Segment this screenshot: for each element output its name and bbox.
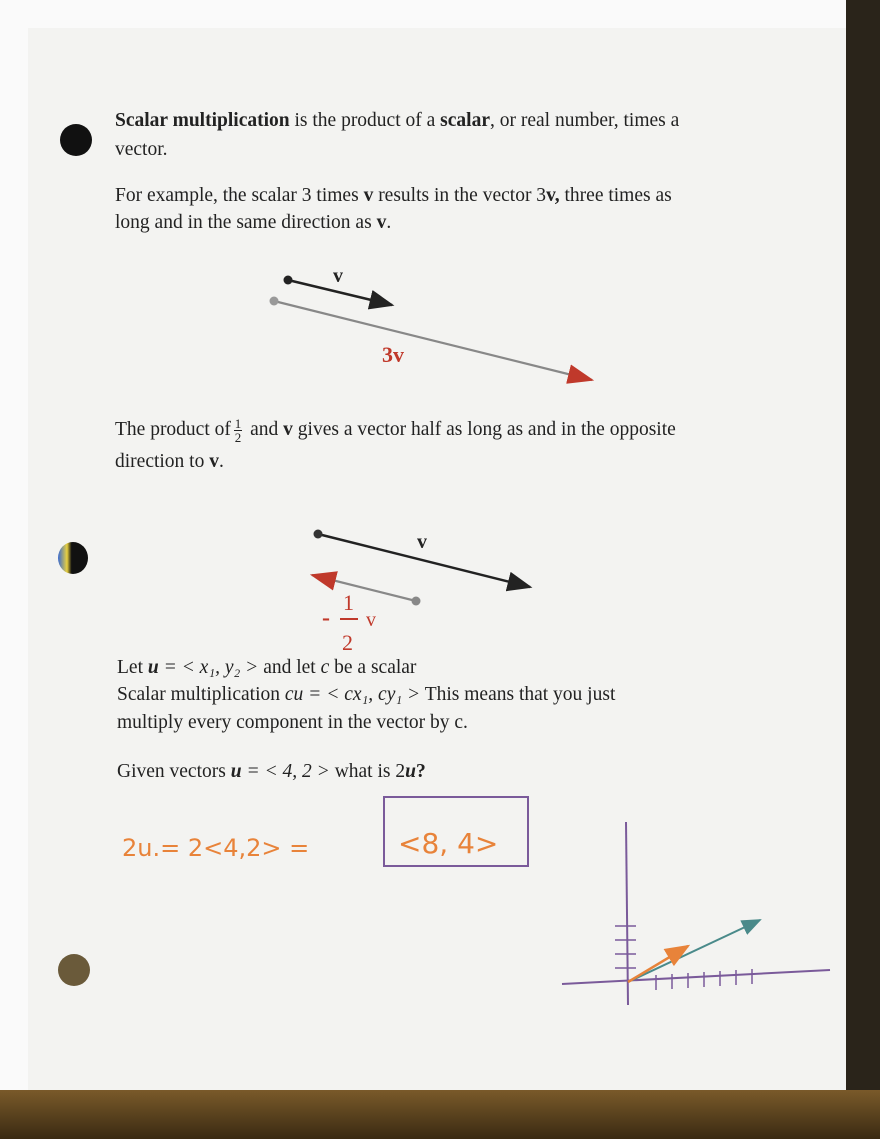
math-u: u bbox=[230, 761, 242, 782]
text-span: Scalar multiplication bbox=[117, 684, 285, 705]
label-v-neg: v bbox=[366, 609, 376, 631]
text-span: results in the vector 3 bbox=[373, 185, 547, 206]
term-scalar: scalar bbox=[440, 110, 490, 131]
text-span: , or real number, times a bbox=[489, 110, 680, 131]
text-span: direction to bbox=[115, 451, 210, 472]
vector-3v bbox=[270, 297, 593, 381]
math-expression: = < x₁, y₂ > bbox=[158, 657, 264, 678]
label-frac-num: 1 bbox=[343, 590, 354, 615]
math-u: u bbox=[147, 657, 159, 678]
hand-drawn-axes bbox=[562, 822, 830, 1005]
text-span: Let bbox=[117, 657, 148, 678]
text-span: The product of bbox=[115, 419, 236, 440]
label-3v: 3v bbox=[382, 342, 404, 367]
bold-v: v, bbox=[546, 185, 560, 206]
bold-v: v bbox=[376, 212, 387, 233]
hand-drawn-vector-u bbox=[628, 946, 688, 982]
math-u: u bbox=[405, 761, 416, 782]
handwritten-equation: 2u.= 2<4,2> = bbox=[122, 834, 310, 862]
paragraph-let-u-line2 bbox=[117, 682, 615, 708]
text-span: is the product of a bbox=[289, 110, 441, 131]
label-v-fig1: v bbox=[333, 265, 343, 287]
question-given-u bbox=[117, 759, 426, 785]
label-minus: - bbox=[322, 605, 330, 631]
text-span: Given vectors bbox=[117, 761, 231, 782]
text-span: . bbox=[386, 212, 392, 233]
fraction-one-half bbox=[234, 417, 243, 444]
vector-neg-half-v bbox=[312, 575, 421, 606]
text-span: long and in the same direction as bbox=[115, 212, 377, 233]
text-span: what is 2 bbox=[334, 761, 406, 782]
bold-v: v bbox=[363, 185, 374, 206]
label-v-fig2: v bbox=[417, 531, 427, 553]
math-c: c bbox=[320, 657, 330, 678]
label-frac-den: 2 bbox=[342, 630, 353, 655]
hand-drawn-vector-2u bbox=[628, 920, 760, 982]
paragraph-scalar-definition-line2: vector. bbox=[115, 139, 168, 160]
term-scalar-multiplication: Scalar multiplication bbox=[115, 110, 290, 131]
text-span: and let bbox=[263, 657, 321, 678]
text-span: three times as bbox=[559, 185, 672, 206]
handwritten-answer: <8, 4> bbox=[398, 827, 499, 860]
bold-v: v bbox=[209, 451, 219, 472]
text-span: For example, the scalar 3 times bbox=[115, 185, 364, 206]
math-expression: cu = < cx₁, cy₁ > bbox=[284, 684, 421, 705]
paragraph-half-v-line1 bbox=[115, 417, 676, 444]
text-span: gives a vector half as long as and in the opposite bbox=[292, 419, 676, 440]
text-span: and bbox=[245, 419, 284, 440]
paragraph-let-u-line1 bbox=[117, 655, 416, 681]
text-span: . bbox=[218, 451, 224, 472]
frac-den: 2 bbox=[234, 430, 242, 446]
frac-num: 1 bbox=[234, 416, 242, 432]
text-span: be a scalar bbox=[329, 657, 417, 678]
paragraph-half-v-line2 bbox=[115, 449, 224, 475]
bold-v: v bbox=[283, 419, 293, 440]
question-mark: ? bbox=[415, 761, 426, 782]
text-span: This means that you just bbox=[420, 684, 616, 705]
math-expression: = < 4, 2 > bbox=[241, 761, 335, 782]
paragraph-let-u-line3: multiply every component in the vector by c. bbox=[117, 712, 468, 733]
